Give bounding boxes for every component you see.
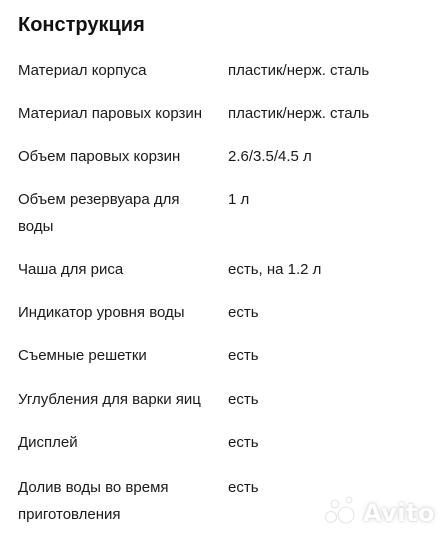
spec-value: есть, на 1.2 л: [228, 261, 322, 278]
spec-value: есть: [228, 434, 259, 451]
spec-label: Долив воды во время приготовления: [18, 479, 169, 523]
spec-label: Материал паровых корзин: [18, 105, 203, 122]
avito-logo-icon: [322, 495, 358, 530]
spec-value: 2.6/3.5/4.5 л: [228, 148, 312, 165]
spec-label: Материал корпуса: [18, 62, 147, 79]
spec-value: пластик/нерж. сталь: [228, 62, 370, 79]
section-title: Конструкция: [18, 14, 145, 36]
spec-value: есть: [228, 347, 259, 364]
spec-label: Углубления для варки яиц: [18, 391, 201, 408]
avito-watermark: [322, 495, 435, 530]
spec-value: есть: [228, 479, 259, 496]
spec-label: Индикатор уровня воды: [18, 304, 185, 321]
spec-value: есть: [228, 391, 259, 408]
spec-label: Чаша для риса: [18, 261, 124, 278]
spec-label: Объем паровых корзин: [18, 148, 181, 165]
spec-value: пластик/нерж. сталь: [228, 105, 370, 122]
spec-label: Дисплей: [18, 434, 78, 451]
spec-value: 1 л: [228, 191, 250, 208]
spec-label: Съемные решетки: [18, 347, 147, 364]
spec-label: Объем резервуара для воды: [18, 191, 180, 235]
watermark-text: Avito: [362, 498, 435, 527]
spec-value: есть: [228, 304, 259, 321]
